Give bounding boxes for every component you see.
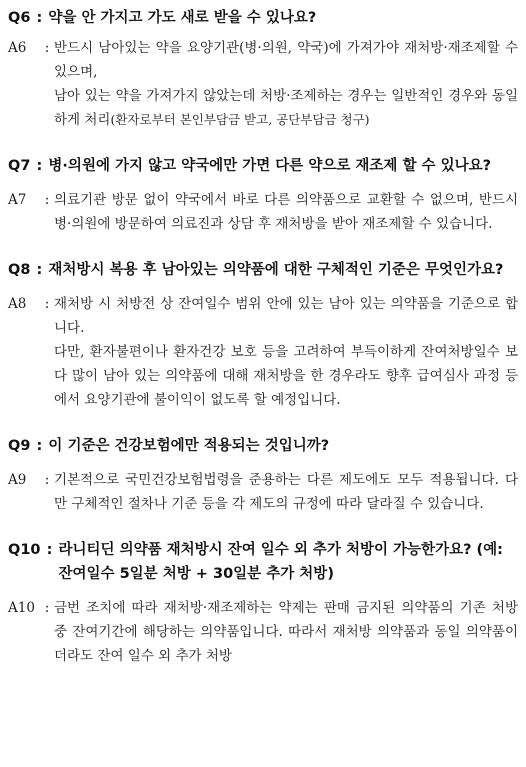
qa-item-q10 (8, 538, 518, 668)
answer-label: A7 (8, 192, 27, 208)
separator: : (44, 40, 50, 56)
question-label: Q6 (8, 10, 31, 26)
separator: : (36, 158, 43, 174)
question-label: Q7 (8, 158, 31, 174)
question-text: 병·의원에 가지 않고 약국에만 가면 다른 약으로 재조제 할 수 있나요? (48, 158, 492, 174)
answer-a9 (8, 468, 518, 516)
answer-paragraph: 의료기관 방문 없이 약국에서 바로 다른 의약품으로 교환할 수 없으며, 반드시 병·의원에 방문하여 의료진과 상담 후 재처방을 받아 재조제할 수 있습니다. (54, 192, 518, 232)
answer-paragraph: 반드시 남아있는 약을 요양기관(병·의원, 약국)에 가져가야 재처방·재조제할 수 있으며, (54, 40, 518, 80)
question-q8 (8, 258, 518, 282)
answer-note: (환자로부터 본인부담금 받고, 공단부담금 청구) (110, 112, 370, 127)
separator: : (44, 472, 50, 488)
answer-paragraph: 기본적으로 국민건강보험법령을 준용하는 다른 제도에도 모두 적용됩니다. 다만 구체적인 절차나 기준 등을 각 제도의 규정에 따라 달라질 수 있습니다. (54, 472, 518, 512)
separator: : (36, 262, 43, 278)
question-q10 (8, 538, 518, 586)
answer-label: A6 (8, 40, 27, 56)
answer-paragraph (54, 84, 518, 132)
answer-paragraph: 금번 조치에 따라 재처방·재조제하는 약제는 판매 금지된 의약품의 기존 처방 중 잔여기간에 해당하는 의약품입니다. 따라서 재처방 의약품과 동일 의약품이더라도 잔여 일수 외 추가 처방 (54, 600, 518, 664)
answer-label: A8 (8, 296, 27, 312)
answer-paragraph: 재처방 시 처방전 상 잔여일수 범위 안에 있는 남아 있는 의약품을 기준으로 합니다. (54, 296, 518, 336)
spacer (8, 516, 518, 538)
question-text: 약을 안 가지고 가도 새로 받을 수 있나요? (48, 10, 317, 26)
question-text: 이 기준은 건강보험에만 적용되는 것입니까? (48, 438, 330, 454)
qa-item-q9 (8, 434, 518, 516)
separator: : (46, 542, 53, 558)
question-text: 라니티딘 의약품 재처방시 잔여 일수 외 추가 처방이 가능한가요? (예: 잔여일수 5일분 처방 + 30일분 추가 처방) (58, 542, 503, 582)
question-q6 (8, 6, 518, 30)
answer-body (54, 468, 518, 516)
spacer (8, 412, 518, 434)
separator: : (36, 10, 43, 26)
answer-label: A9 (8, 472, 27, 488)
question-q7 (8, 154, 518, 178)
separator: : (44, 192, 50, 208)
answer-body (54, 596, 518, 668)
answer-a8 (8, 292, 518, 412)
question-text: 재처방시 복용 후 남아있는 의약품에 대한 구체적인 기준은 무엇인가요? (48, 262, 504, 278)
answer-body (54, 188, 518, 236)
qa-item-q8 (8, 258, 518, 412)
qa-item-q6 (8, 6, 518, 132)
question-label: Q8 (8, 262, 31, 278)
answer-body (54, 292, 518, 412)
answer-label: A10 (8, 600, 35, 616)
answer-a6 (8, 36, 518, 132)
spacer (8, 132, 518, 154)
separator: : (36, 438, 43, 454)
question-label: Q10 (8, 542, 41, 558)
spacer (8, 236, 518, 258)
separator: : (44, 600, 50, 616)
answer-a10 (8, 596, 518, 668)
answer-a7 (8, 188, 518, 236)
question-label: Q9 (8, 438, 31, 454)
answer-text: 남아 있는 약을 가져가지 않았는데 처방·조제하는 경우는 일반적인 경우와 동일하게 처리 (54, 88, 518, 128)
question-q9 (8, 434, 518, 458)
qa-item-q7 (8, 154, 518, 236)
answer-paragraph: 다만, 환자불편이나 환자건강 보호 등을 고려하여 부득이하게 잔여처방일수 보다 많이 남아 있는 의약품에 대해 재처방을 한 경우라도 향후 급여심사 과정 등에서 요양기관에 불이익이 없도록 할 예정입니다. (54, 344, 518, 408)
answer-body (54, 36, 518, 132)
separator: : (44, 296, 50, 312)
